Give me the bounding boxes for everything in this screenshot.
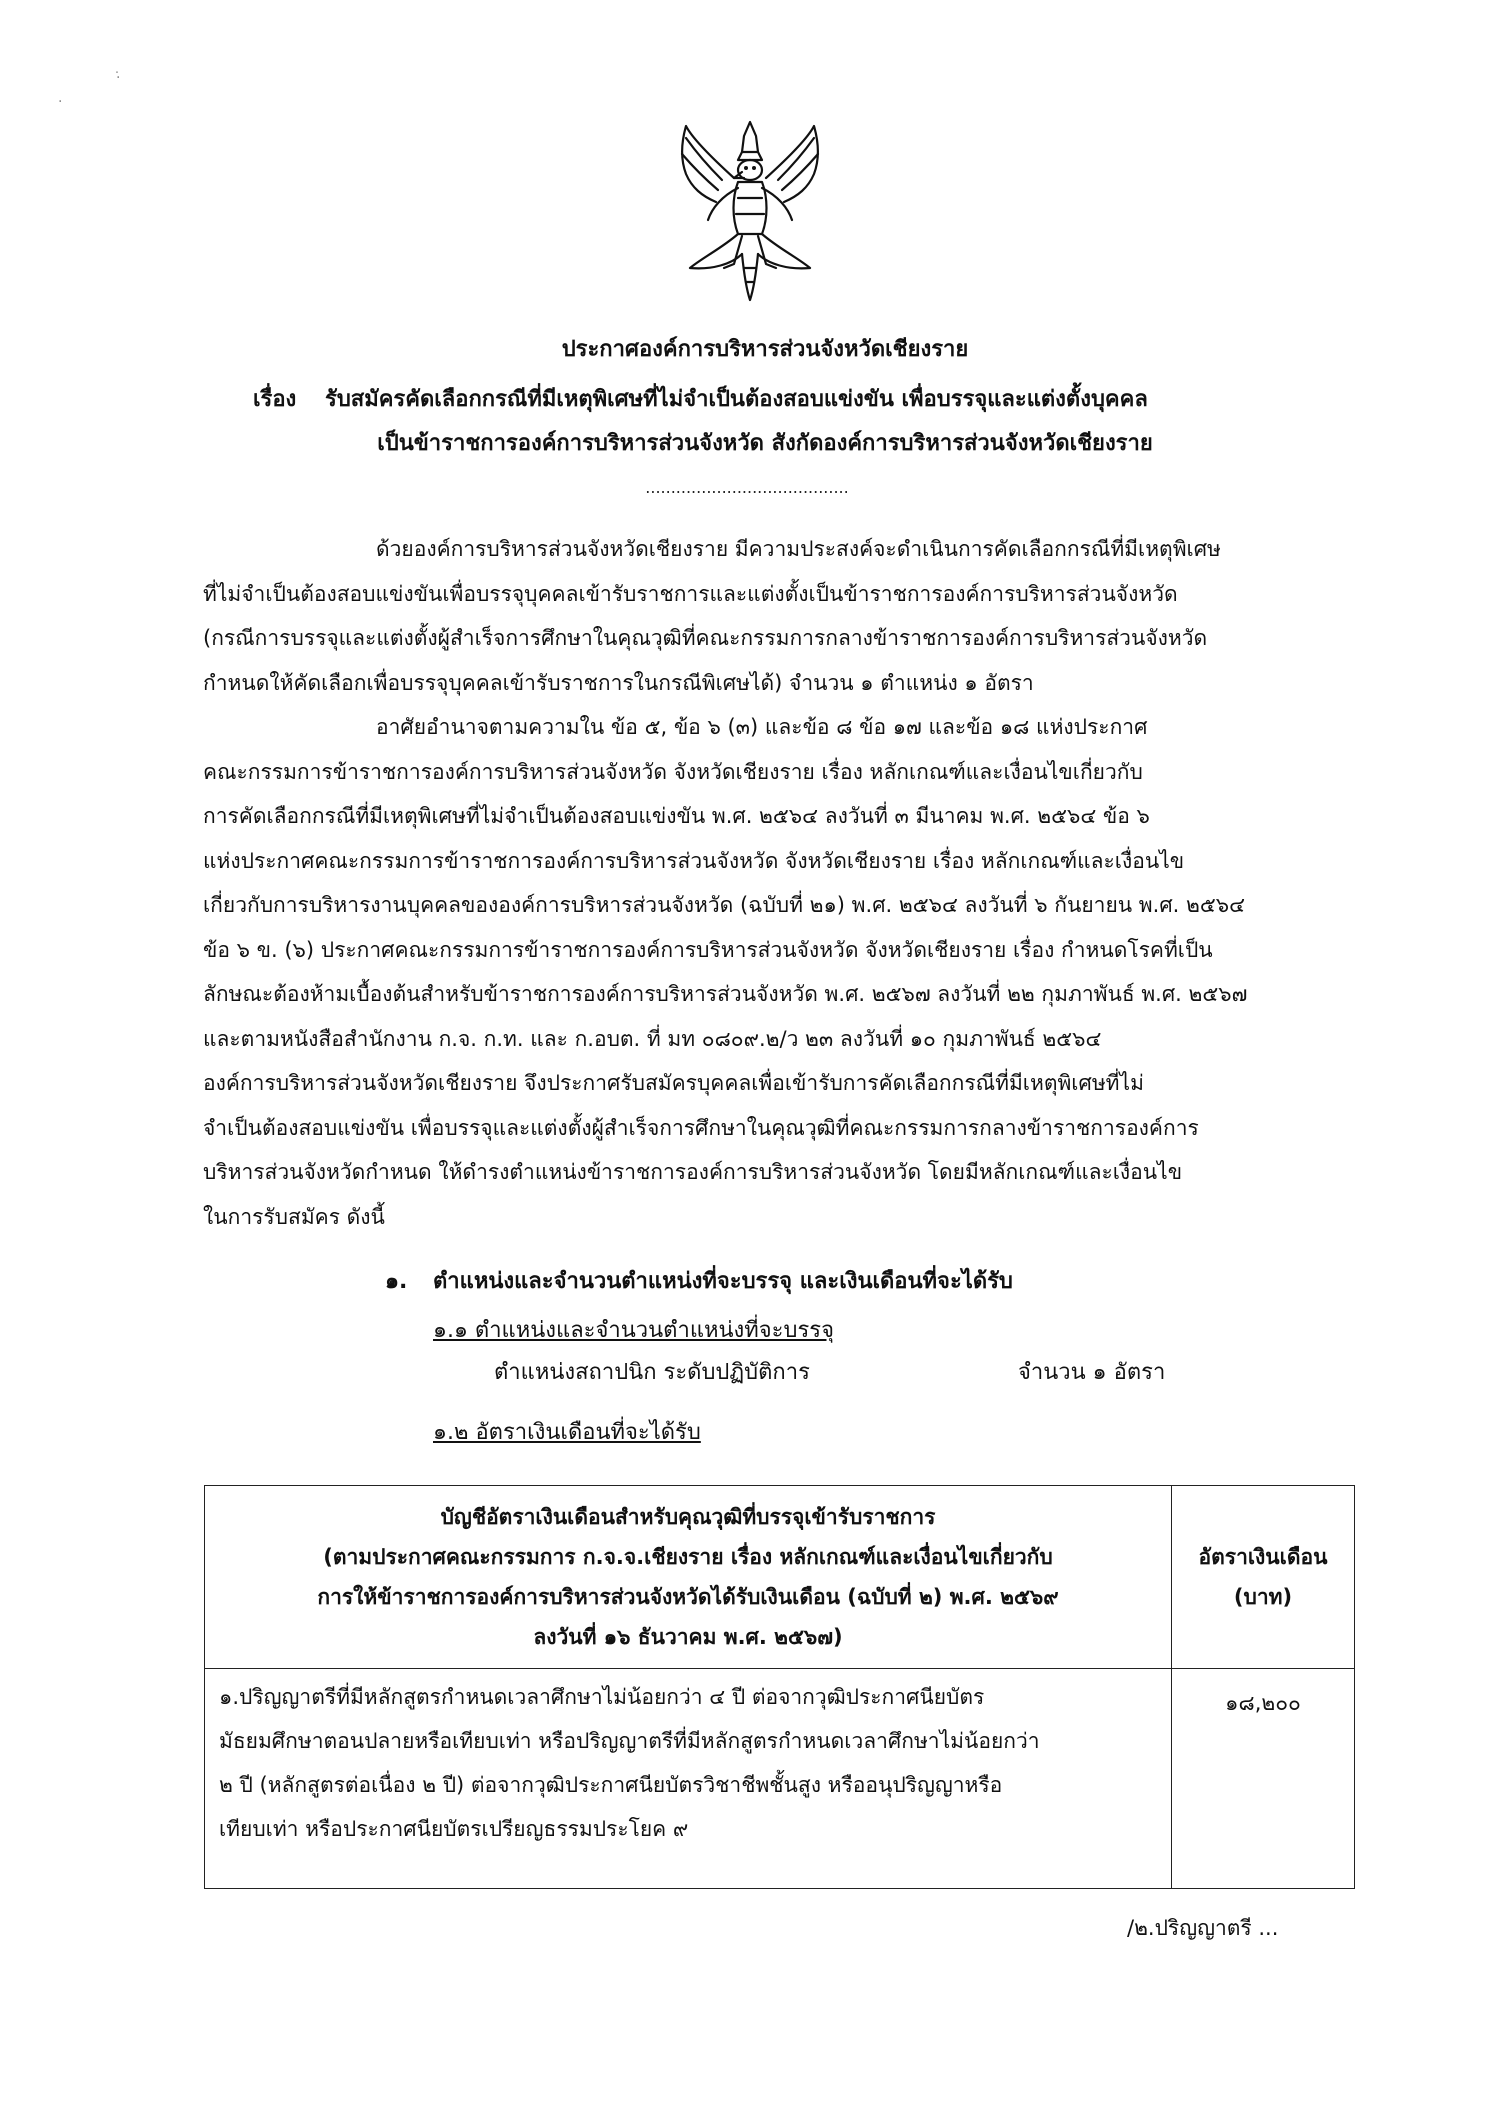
paragraph-line: ด้วยองค์การบริหารส่วนจังหวัดเชียงราย มีความประสงค์จะดำเนินการคัดเลือกกรณีที่มีเหตุพิเศษ [376,537,1221,561]
paragraph-line: กำหนดให้คัดเลือกเพื่อบรรจุบุคคลเข้ารับราชการในกรณีพิเศษได้) จำนวน ๑ ตำแหน่ง ๑ อัตรา [203,670,1034,695]
header-text: ลงวันที่ ๑๖ ธันวาคม พ.ศ. ๒๕๖๗) [533,1625,843,1649]
table-header-row [205,1486,1355,1669]
subject-line1: รับสมัครคัดเลือกกรณีที่มีเหตุพิเศษที่ไม่จำเป็นต้องสอบแข่งขัน เพื่อบรรจุและแต่งตั้งบุคคล [325,387,1148,412]
subject-line2: เป็นข้าราชการองค์การบริหารส่วนจังหวัด สังกัดองค์การบริหารส่วนจังหวัดเชียงราย [377,431,1153,456]
announcement-title: ประกาศองค์การบริหารส่วนจังหวัดเชียงราย [561,337,969,362]
subject-label: เรื่อง [253,387,297,412]
paragraph-line: คณะกรรมการข้าราชการองค์การบริหารส่วนจังหวัด จังหวัดเชียงราย เรื่อง หลักเกณฑ์และเงื่อนไขเกี่ยวกับ [203,759,1143,784]
paragraph-line: อาศัยอำนาจตามความใน ข้อ ๕, ข้อ ๖ (๓) และข้อ ๘ ข้อ ๑๗ และข้อ ๑๘ แห่งประกาศ [376,715,1148,739]
cell-text: ๑.ปริญญาตรีที่มีหลักสูตรกำหนดเวลาศึกษาไม่น้อยกว่า ๔ ปี ต่อจากวุฒิประกาศนียบัตร [219,1685,985,1709]
paragraph-line: ที่ไม่จำเป็นต้องสอบแข่งขันเพื่อบรรจุบุคคลเข้ารับราชการและแต่งตั้งเป็นข้าราชการองค์การบริหารส่วนจังหวัด [203,581,1178,606]
salary-table [204,1485,1355,1889]
subject-block [253,378,1313,422]
paragraph-line: ข้อ ๖ ข. (๖) ประกาศคณะกรรมการข้าราชการองค์การบริหารส่วนจังหวัด จังหวัดเชียงราย เรื่อง กำหนดโรคที่เป็น [203,937,1213,962]
paragraph-line: ลักษณะต้องห้ามเบื้องต้นสำหรับข้าราชการองค์การบริหารส่วนจังหวัด พ.ศ. ๒๕๖๗ ลงวันที่ ๒๒ กุมภาพันธ์ พ.ศ. ๒๕๖๗ [203,982,1248,1006]
paragraph-line: องค์การบริหารส่วนจังหวัดเชียงราย จึงประกาศรับสมัครบุคคลเพื่อเข้ารับการคัดเลือกกรณีที่มีเหตุพิเศษที่ไม่ [203,1071,1144,1095]
salary-amount-cell: ๑๘,๒๐๐ [1172,1669,1355,1889]
position-name: ตำแหน่งสถาปนิก ระดับปฏิบัติการ [494,1360,810,1385]
qualification-cell [205,1669,1172,1889]
header-text: (ตามประกาศคณะกรรมการ ก.จ.จ.เชียงราย เรื่อง หลักเกณฑ์และเงื่อนไขเกี่ยวกับ [323,1545,1053,1569]
separator: ........................................ [645,478,849,497]
scan-speck: ·̇ [116,70,121,86]
section1-1-heading: ๑.๑ ตำแหน่งและจำนวนตำแหน่งที่จะบรรจุ [433,1318,834,1343]
paragraph-line: แห่งประกาศคณะกรรมการข้าราชการองค์การบริหารส่วนจังหวัด จังหวัดเชียงราย เรื่อง หลักเกณฑ์และเงื่อนไข [203,848,1185,873]
header-text: อัตราเงินเดือน [1198,1545,1328,1569]
paragraph-intro [203,527,1333,705]
paragraph-line: และตามหนังสือสำนักงาน ก.จ. ก.ท. และ ก.อบต. ที่ มท ๐๘๐๙.๒/ว ๒๓ ลงวันที่ ๑๐ กุมภาพันธ์ ๒๕๖๔ [203,1026,1102,1051]
paragraph-authority [203,705,1333,1239]
section1-2-heading: ๑.๒ อัตราเงินเดือนที่จะได้รับ [433,1420,701,1445]
section1-heading: ตำแหน่งและจำนวนตำแหน่งที่จะบรรจุ และเงินเดือนที่จะได้รับ [433,1269,1013,1294]
paragraph-line: (กรณีการบรรจุและแต่งตั้งผู้สำเร็จการศึกษาในคุณวุฒิที่คณะกรรมการกลางข้าราชการองค์การบริหารส่วนจังหวัด [203,626,1208,650]
garuda-emblem-icon [672,118,828,304]
table-row [205,1669,1355,1889]
cell-text: ๒ ปี (หลักสูตรต่อเนื่อง ๒ ปี) ต่อจากวุฒิประกาศนียบัตรวิชาชีพชั้นสูง หรืออนุปริญญาหรือ [219,1773,1003,1797]
header-text: การให้ข้าราชการองค์การบริหารส่วนจังหวัดได้รับเงินเดือน (ฉบับที่ ๒) พ.ศ. ๒๕๖๙ [317,1585,1059,1609]
header-text: บัญชีอัตราเงินเดือนสำหรับคุณวุฒิที่บรรจุเข้ารับราชการ [440,1505,936,1529]
page-continuation: /๒.ปริญญาตรี ... [1127,1916,1279,1940]
cell-text: เทียบเท่า หรือประกาศนียบัตรเปรียญธรรมประโยค ๙ [219,1817,689,1841]
header-text: (บาท) [1233,1585,1293,1609]
paragraph-line: ในการรับสมัคร ดังนี้ [203,1204,385,1229]
table-header-salary [1172,1486,1355,1669]
position-count: จำนวน ๑ อัตรา [1018,1360,1166,1385]
table-header-qualification [205,1486,1172,1669]
paragraph-line: จำเป็นต้องสอบแข่งขัน เพื่อบรรจุและแต่งตั้งผู้สำเร็จการศึกษาในคุณวุฒิที่คณะกรรมการกลางข้าราชการองค์การ [203,1115,1199,1140]
cell-text: มัธยมศึกษาตอนปลายหรือเทียบเท่า หรือปริญญาตรีที่มีหลักสูตรกำหนดเวลาศึกษาไม่น้อยกว่า [219,1729,1040,1753]
scan-speck: · [58,94,63,110]
paragraph-line: การคัดเลือกกรณีที่มีเหตุพิเศษที่ไม่จำเป็นต้องสอบแข่งขัน พ.ศ. ๒๕๖๔ ลงวันที่ ๓ มีนาคม พ.ศ. ๒๕๖๔ ข้อ ๖ [203,804,1150,828]
paragraph-line: เกี่ยวกับการบริหารงานบุคคลขององค์การบริหารส่วนจังหวัด (ฉบับที่ ๒๑) พ.ศ. ๒๕๖๔ ลงวันที่ ๖ กันยายน พ.ศ. ๒๕๖๔ [203,893,1245,917]
paragraph-line: บริหารส่วนจังหวัดกำหนด ให้ดำรงตำแหน่งข้าราชการองค์การบริหารส่วนจังหวัด โดยมีหลักเกณฑ์และเงื่อนไข [203,1160,1183,1184]
section1-number: ๑. [385,1269,408,1294]
